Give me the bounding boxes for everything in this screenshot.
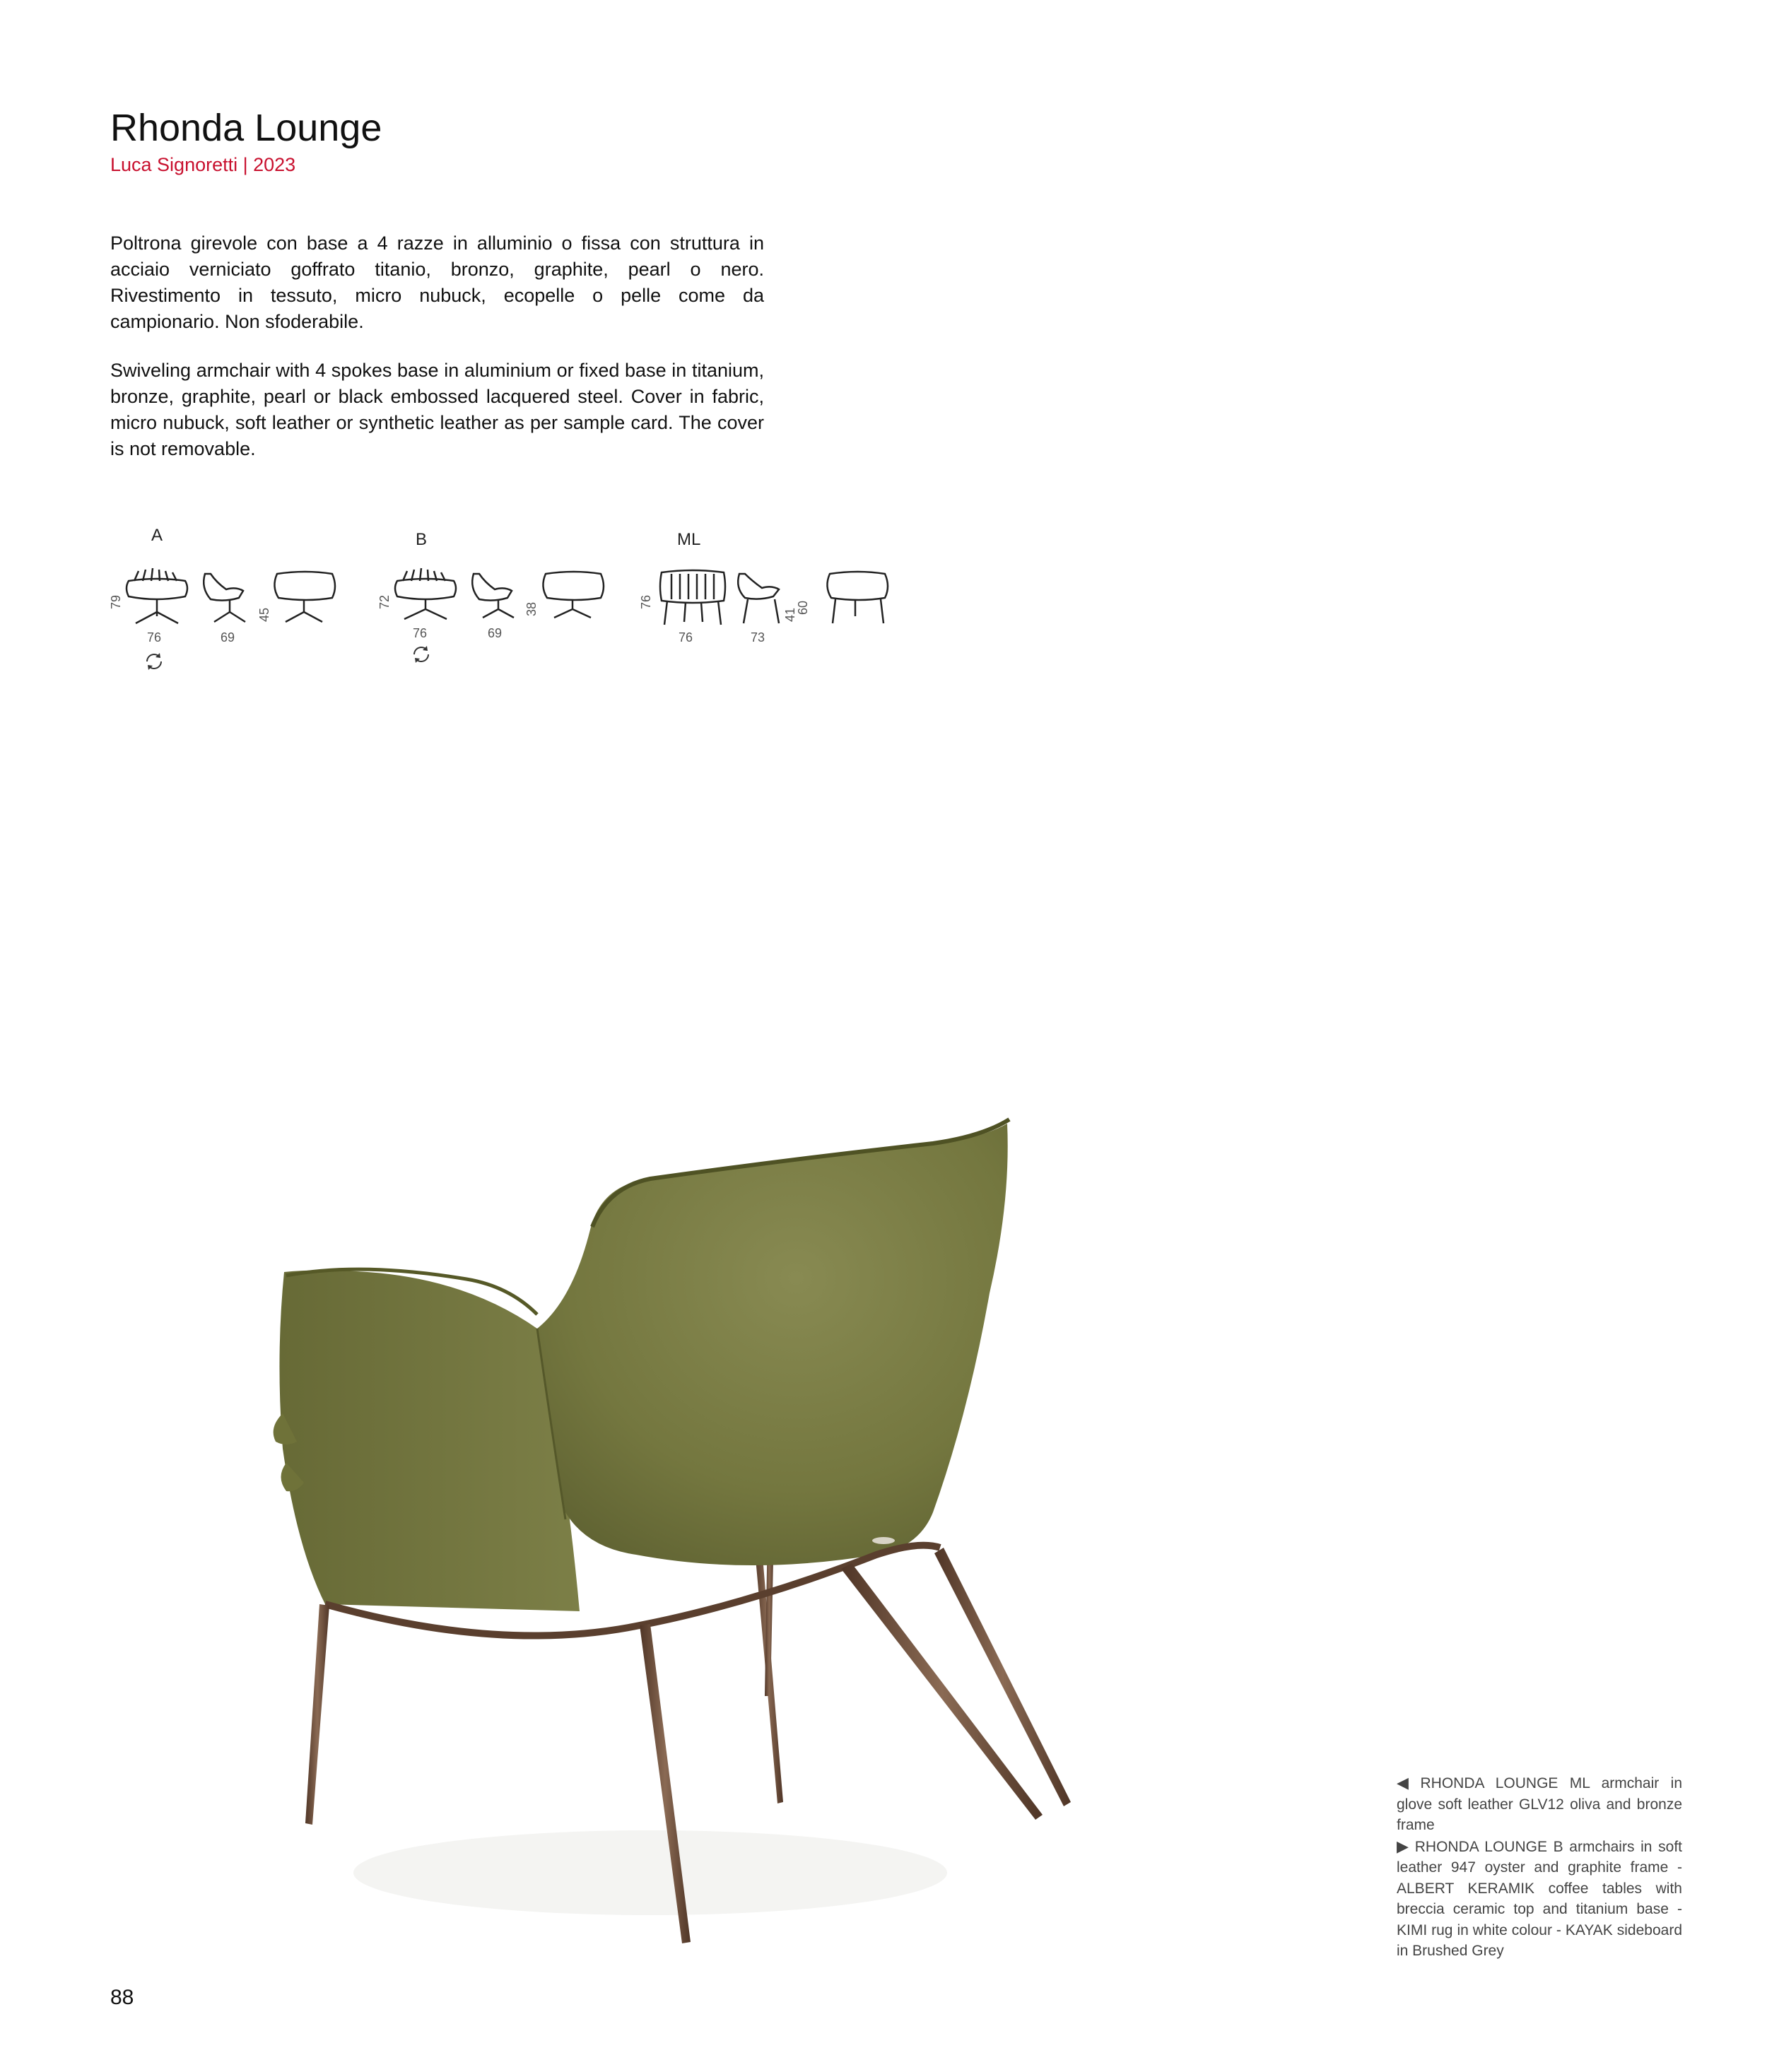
triangle-left-icon: ◀ xyxy=(1397,1774,1416,1791)
variant-label-a: A xyxy=(151,526,163,545)
variant-ml-width: 76 xyxy=(679,630,693,644)
variant-b-height: 72 xyxy=(377,594,392,609)
variant-ml-height: 76 xyxy=(639,594,653,609)
swivel-icon xyxy=(143,650,165,673)
description-italian: Poltrona girevole con base a 4 razze in alluminio o fissa con struttura in acciaio verniciato goffrato titanio, bronzo, graphite, pearl o nero. Rivestimento in tessuto, micro nubuck, ecopelle o pelle come da campionario. Non sfoderabile. xyxy=(110,232,764,332)
variant-b-depth: 69 xyxy=(488,626,503,640)
caption-text-2: RHONDA LOUNGE B armchairs in soft leather 947 oyster and graphite frame - ALBERT KERAMIK coffee tables with breccia ceramic top and titanium base - KIMI rug in white colour - KAYAK sideboard in Brushed Grey xyxy=(1397,1838,1682,1959)
variant-a-technical-drawing xyxy=(113,565,339,664)
page-number: 88 xyxy=(110,1986,134,2009)
variant-b-width: 76 xyxy=(413,626,428,640)
photo-caption xyxy=(1397,1772,1682,1962)
description-english: Swiveling armchair with 4 spokes base in aluminium or fixed base in titanium, bronze, graphite, pearl or black embossed lacquered steel. Cover in fabric, micro nubuck, soft leather or synthetic leather as per sample card. The cover is not removable. xyxy=(110,360,764,459)
triangle-right-icon: ▶ xyxy=(1397,1837,1411,1855)
caption-line-2 xyxy=(1397,1836,1682,1962)
variant-label-ml: ML xyxy=(677,530,701,549)
variant-a-seat-height: 45 xyxy=(257,607,271,622)
variant-ml-depth: 73 xyxy=(751,630,765,644)
designer-year: Luca Signoretti | 2023 xyxy=(110,154,296,175)
swivel-icon xyxy=(410,643,433,666)
armchair-photo xyxy=(254,1060,1103,1979)
variant-label-b: B xyxy=(416,530,428,549)
variant-ml-arm-height: 60 xyxy=(796,600,810,615)
variant-a-depth: 69 xyxy=(221,630,235,644)
caption-line-1 xyxy=(1397,1772,1682,1836)
variant-ml-technical-drawing xyxy=(650,565,898,636)
variant-a-width: 76 xyxy=(147,630,162,644)
variant-b-seat-height: 38 xyxy=(524,601,539,616)
product-title: Rhonda Lounge xyxy=(110,107,382,149)
caption-text-1: RHONDA LOUNGE ML armchair in glove soft leather GLV12 oliva and bronze frame xyxy=(1397,1775,1682,1833)
variant-a-height: 79 xyxy=(109,594,123,609)
variant-ml-seat-height: 41 xyxy=(783,607,797,622)
